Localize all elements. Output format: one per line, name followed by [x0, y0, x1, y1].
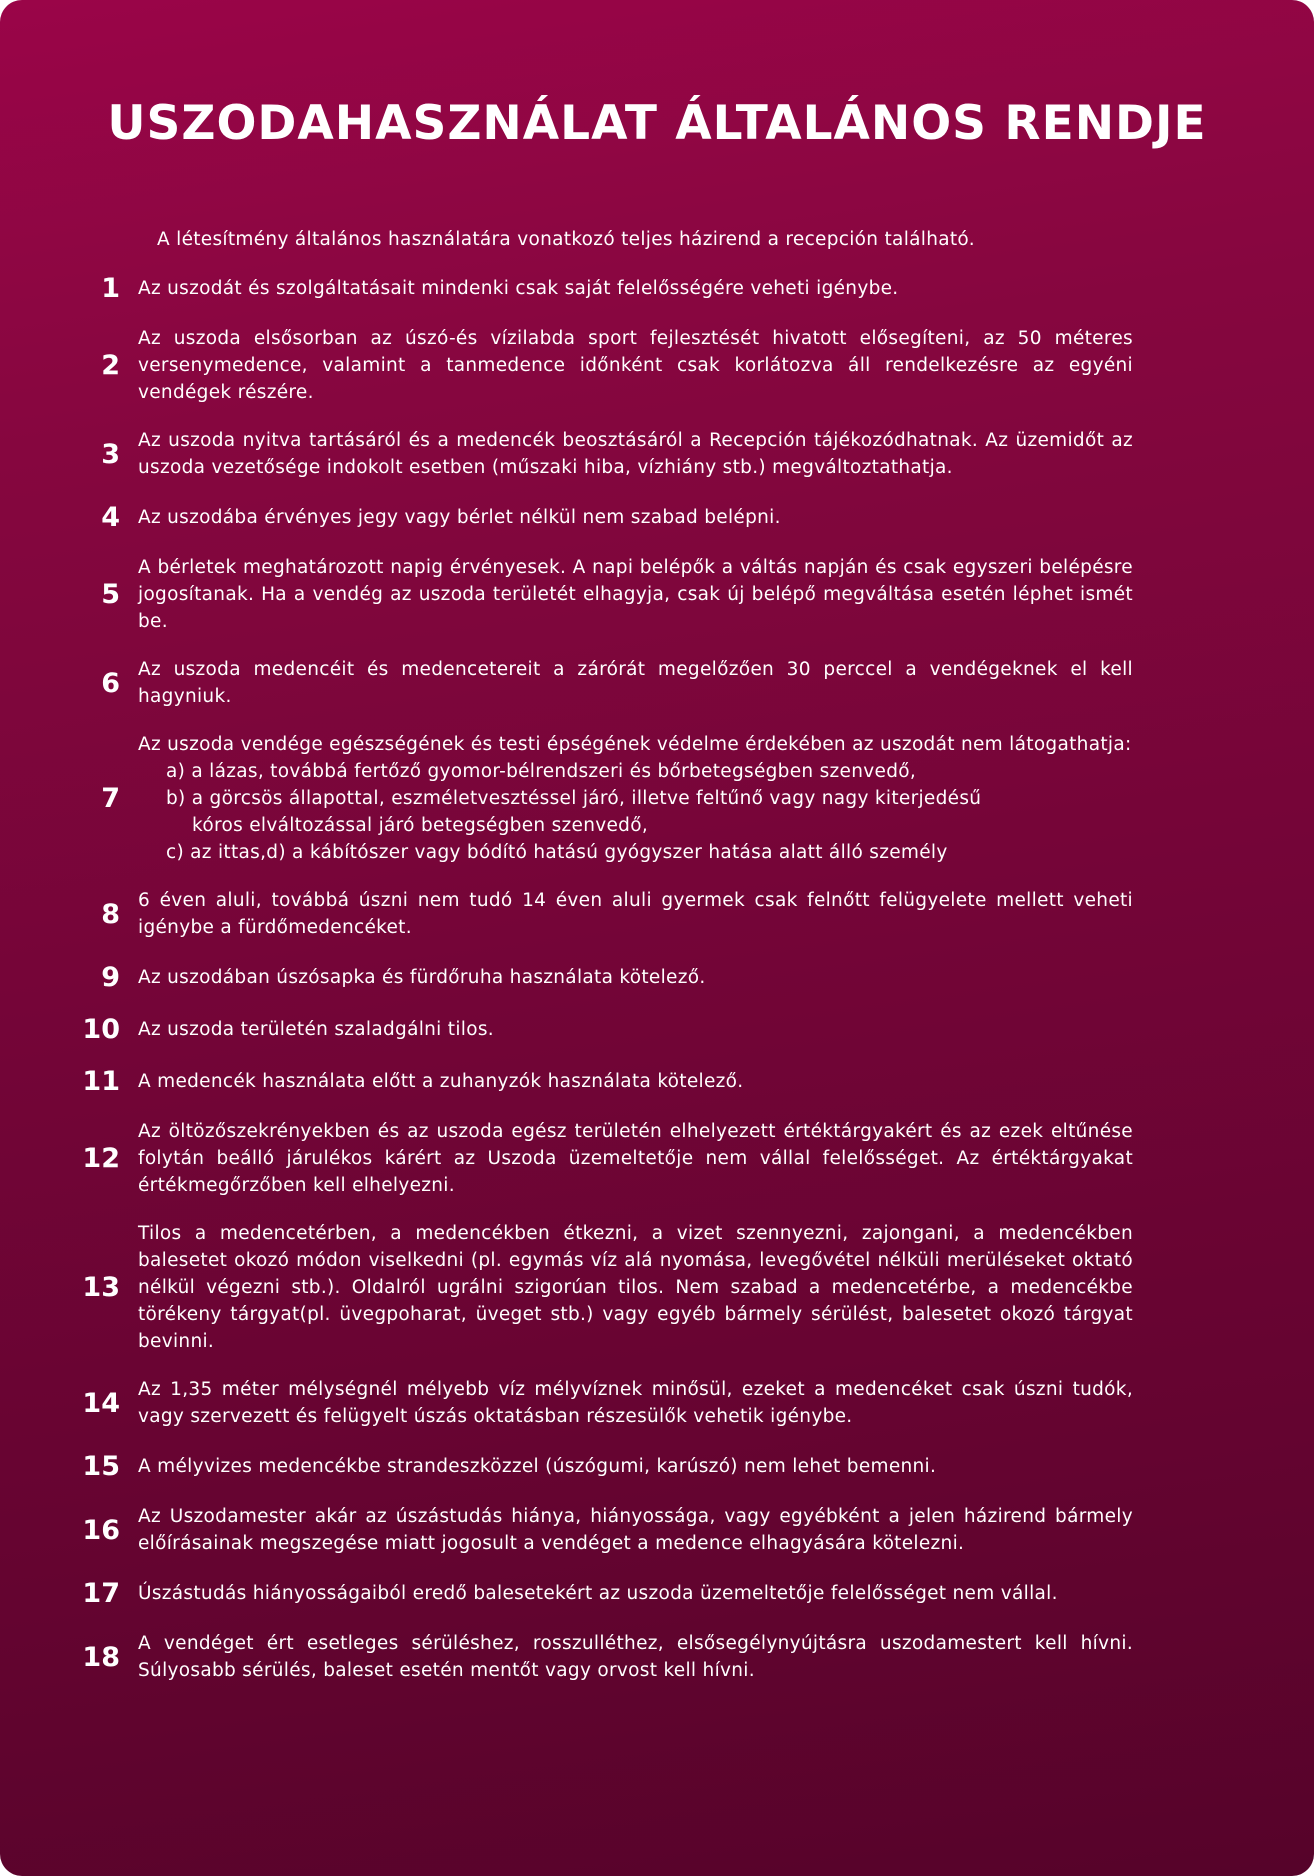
rule-text: Úszástudás hiányosságaiból eredő balesetekért az uszoda üzemeltetője felelősséget nem vállal. [138, 1583, 1058, 1604]
rule-text: A medencék használata előtt a zuhanyzók használata kötelező. [138, 1071, 744, 1092]
rule-item-10 [0, 1014, 1314, 1045]
rule-text: Az uszodába érvényes jegy vagy bérlet nélkül nem szabad belépni. [138, 507, 781, 528]
rule-number: 16 [82, 1514, 120, 1546]
rule-number: 11 [82, 1066, 120, 1097]
rule-text: Az uszoda területén szaladgálni tilos. [138, 1019, 494, 1040]
rule-text: Az uszoda nyitva tartásáról és a medencék beosztásáról a Recepción tájékozódhatnak. Az üzemidőt az uszoda vezetősége indokolt esetben (műszaki hiba, vízhiány stb.) megváltoztathatja. [138, 430, 1133, 478]
rule-number: 12 [82, 1143, 120, 1174]
rule-number: 17 [82, 1578, 120, 1609]
rule-number: 13 [82, 1272, 120, 1303]
rule-number: 10 [82, 1014, 120, 1045]
rule-text: Tilos a medencetérben, a medencékben étkezni, a vizet szennyezni, zajongani, a medencékben balesetet okozó módon viselkedni (pl. egymás víz alá nyomása, levegővétel nélküli merüléseket oktató nélkül végezni stb.). Oldalról ugrálni szigorúan tilos. Nem szabad a medencetérbe, a medencékbe törékeny tárgyat(pl. üvegpoharat, üveget stb.) vagy egyéb bármely sérülést, balesetet okozó tárgyat bevinni. [138, 1223, 1133, 1352]
rule-text: Az Uszodamester akár az úszástudás hiánya, hiányossága, vagy egyébként a jelen házirend bármely előírásainak megszegése miatt jogosult a vendéget a medence elhagyására kötelezni. [138, 1506, 1133, 1554]
rule-number: 14 [82, 1387, 120, 1419]
rule-number: 9 [101, 962, 120, 993]
rule-item-9 [0, 962, 1314, 993]
intro-text: A létesítmény általános használatára vonatkozó teljes házirend a recepción található. [157, 229, 975, 250]
rule-subitem-a: a) a lázas, továbbá fertőző gyomor-bélrendszeri és bőrbetegségben szenvedő, [166, 761, 917, 782]
rule-item-14 [0, 1376, 1314, 1430]
rule-text: Az uszoda elsősorban az úszó-és vízilabda sport fejlesztését hivatott elősegíteni, az 50 méteres versenymedence, valamint a tanmedence időnként csak korlátozva áll rendelkezésre az egyéni vendégek részére. [138, 328, 1133, 403]
rule-number: 1 [101, 273, 120, 304]
rule-number: 3 [101, 438, 120, 470]
rule-text: 6 éven aluli, továbbá úszni nem tudó 14 éven aluli gyermek csak felnőtt felügyelete mellett veheti igénybe a fürdőmedencéket. [138, 890, 1133, 938]
page-title: USZODAHASZNÁLAT ÁLTALÁNOS RENDJE [107, 96, 1207, 151]
rule-number: 18 [82, 1641, 120, 1673]
rule-item-7 [0, 731, 1314, 866]
rule-item-1 [0, 273, 1314, 304]
rule-number: 7 [101, 783, 120, 814]
rule-number: 5 [101, 579, 120, 610]
rule-item-12 [0, 1118, 1314, 1199]
rule-text: A bérletek meghatározott napig érvényesek. A napi belépők a váltás napján és csak egyszeri belépésre jogosítanak. Ha a vendég az uszoda területét elhagyja, csak új belépő megváltása esetén léphet ismét be. [138, 557, 1133, 632]
rule-text: A mélyvizes medencékbe strandeszközzel (úszógumi, karúszó) nem lehet bemenni. [138, 1456, 937, 1477]
rule-item-2 [0, 325, 1314, 406]
rule-item-15 [0, 1451, 1314, 1482]
rule-number: 4 [101, 502, 120, 533]
rule-subitem-b: b) a görcsös állapottal, eszméletvesztéssel járó, illetve feltűnő vagy nagy kiterjedésű [166, 788, 982, 809]
rule-item-13 [0, 1220, 1314, 1355]
rule-number: 2 [101, 350, 120, 381]
rule-text: Az uszoda vendége egészségének és testi épségének védelme érdekében az uszodát nem látogathatja: [138, 734, 1132, 755]
rule-text: Az öltözőszekrényekben és az uszoda egész területén elhelyezett értéktárgyakért és az ezek eltűnése folytán beálló járulékos kárért az Uszoda üzemeltetője nem vállal felelősséget. Az értéktárgyakat értékmegőrzőben kell elhelyezni. [138, 1121, 1133, 1196]
rule-item-16 [0, 1503, 1314, 1557]
rule-text: Az 1,35 méter mélységnél mélyebb víz mélyvíznek minősül, ezeket a medencéket csak úszni tudók, vagy szervezett és felügyelt úszás oktatásban részesülők vehetik igénybe. [138, 1379, 1133, 1427]
rule-item-17 [0, 1578, 1314, 1609]
rule-text-block [138, 731, 1133, 866]
rules-list [0, 273, 1314, 1705]
rule-item-8 [0, 887, 1314, 941]
rule-subitem-b-continued: kóros elváltozással járó betegségben szenvedő, [192, 815, 649, 836]
rule-item-4 [0, 502, 1314, 533]
rule-item-6 [0, 656, 1314, 710]
rule-text: Az uszoda medencéit és medencetereit a zárórát megelőzően 30 perccel a vendégeknek el kell hagyniuk. [138, 659, 1133, 707]
rule-item-5 [0, 554, 1314, 635]
rule-item-3 [0, 427, 1314, 481]
rule-text: Az uszodában úszósapka és fürdőruha használata kötelező. [138, 967, 706, 988]
rule-text: A vendéget ért esetleges sérüléshez, rosszulléthez, elsősegélynyújtásra uszodamestert kell hívni. Súlyosabb sérülés, baleset esetén mentőt vagy orvost kell hívni. [138, 1633, 1133, 1681]
rule-number: 8 [101, 898, 120, 930]
rule-text: Az uszodát és szolgáltatásait mindenki csak saját felelősségére veheti igénybe. [138, 278, 899, 299]
rule-subitem-c: c) az ittas,d) a kábítószer vagy bódító hatású gyógyszer hatása alatt álló személy [166, 842, 948, 863]
rule-item-18 [0, 1630, 1314, 1684]
rule-number: 15 [82, 1451, 120, 1482]
rule-item-11 [0, 1066, 1314, 1097]
rule-number: 6 [101, 667, 120, 699]
